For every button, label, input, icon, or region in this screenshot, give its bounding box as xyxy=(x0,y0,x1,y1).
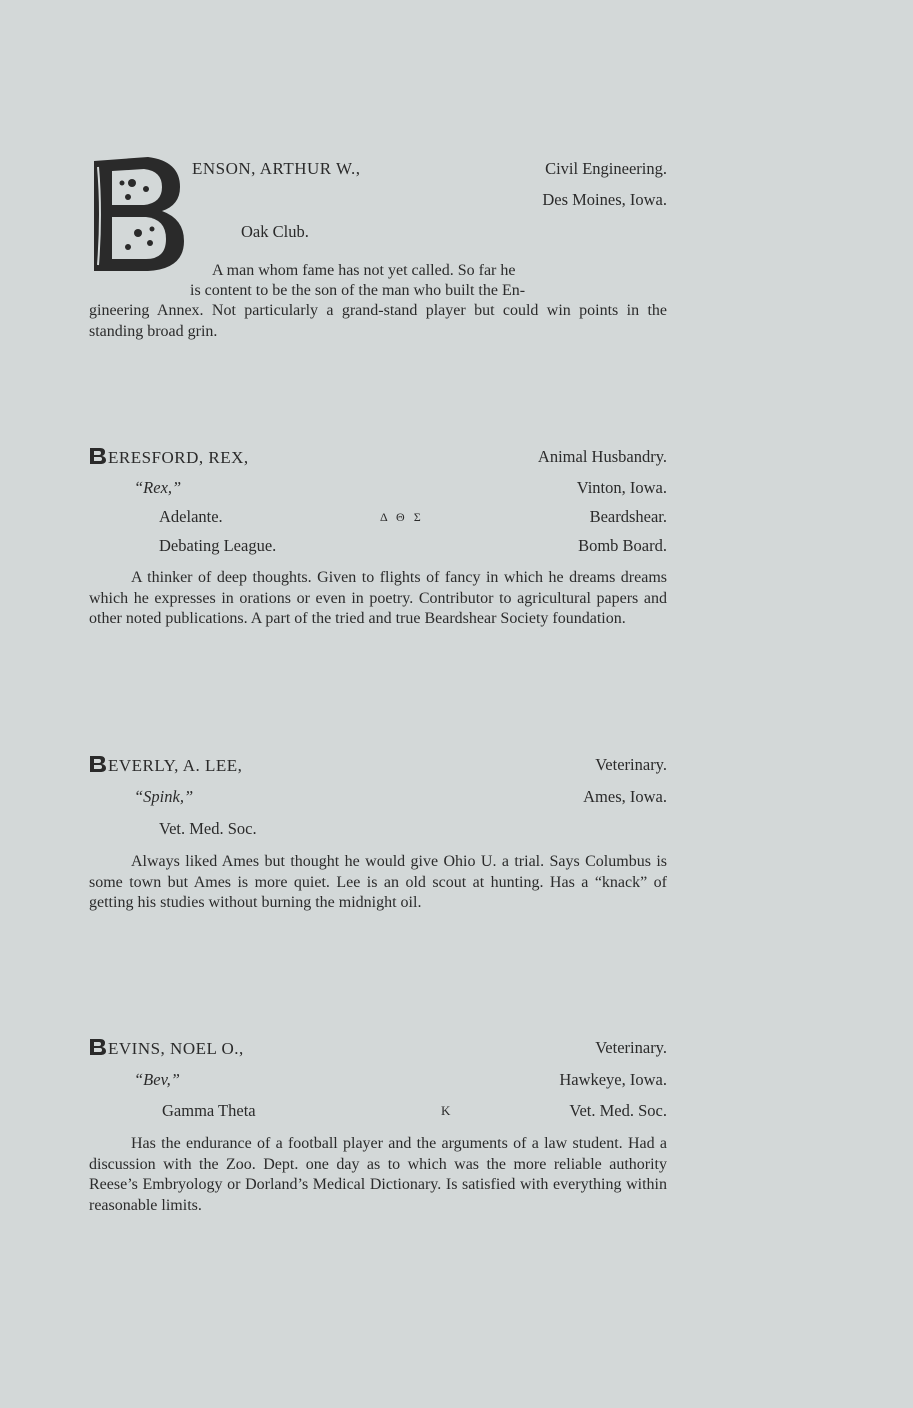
entry-heading xyxy=(89,755,242,776)
entry-society: Beardshear. xyxy=(589,507,667,526)
entry-fraternity: K xyxy=(441,1103,451,1118)
entry-hometown: Vinton, Iowa. xyxy=(576,478,667,497)
entry-nickname: “Spink,” xyxy=(134,787,194,806)
entry-name: ERESFORD, REX, xyxy=(108,448,249,467)
entry-course: Animal Husbandry. xyxy=(537,447,667,466)
ornamental-initial-b-icon xyxy=(89,1038,107,1056)
entry-hometown: Hawkeye, Iowa. xyxy=(559,1070,667,1089)
entry-name: EVERLY, A. LEE, xyxy=(108,756,243,775)
entry-bio-line1: A man whom fame has not yet called. So far he xyxy=(212,262,516,279)
entry-organization: Vet. Med. Soc. xyxy=(159,819,257,838)
entry-organization: Oak Club. xyxy=(241,222,309,241)
entry-organization: Debating League. xyxy=(159,536,277,555)
entry-nickname: “Rex,” xyxy=(134,478,182,497)
entry-course: Veterinary. xyxy=(595,755,667,774)
entry-organization: Adelante. xyxy=(159,507,223,526)
entry-bio: Always liked Ames but thought he would give Ohio U. a trial. Says Columbus is some town but Ames is more quiet. Lee is an old scout at hunting. Has a “knack” of getting his studies without burning the midnight oil. xyxy=(89,853,667,911)
entry-bio-line2: is content to be the son of the man who built the En- xyxy=(190,282,526,299)
entry-course: Veterinary. xyxy=(595,1038,667,1057)
entry-heading xyxy=(89,447,249,468)
entry-hometown: Ames, Iowa. xyxy=(583,787,667,806)
entry-course: Civil Engineering. xyxy=(545,159,667,178)
entry-organization: Gamma Theta xyxy=(162,1101,256,1120)
ornamental-initial-b-icon xyxy=(89,447,107,465)
entry-name: EVINS, NOEL O., xyxy=(108,1039,244,1058)
entry-fraternity: Δ Θ Σ xyxy=(380,510,424,524)
entry-bio: A thinker of deep thoughts. Given to flights of fancy in which he dreams dreams which he expresses in orations or even in poetry. Contributor to agricultural papers and other noted publications. A part of the tried and true Beardshear Society foundation. xyxy=(89,569,667,627)
entry-organization: Bomb Board. xyxy=(578,536,667,555)
entry-society: Vet. Med. Soc. xyxy=(569,1101,667,1120)
entry-bio: Has the endurance of a football player and the arguments of a law student. Had a discussion with the Zoo. Dept. one day as to which was the more reliable authority Reese’s Embryology or Dorland’s Medical Dictionary. Is satisfied with everything within reasonable limits. xyxy=(89,1135,667,1214)
entry-name: ENSON, ARTHUR W., xyxy=(192,159,361,178)
entry-hometown: Des Moines, Iowa. xyxy=(542,190,667,209)
entry-nickname: “Bev,” xyxy=(134,1070,180,1089)
ornamental-initial-b-icon xyxy=(89,755,107,773)
ornamental-drop-cap-b xyxy=(88,153,186,275)
entry-bio: gineering Annex. Not particularly a grand-stand player but could win points in the standing broad grin. xyxy=(89,302,667,340)
entry-heading xyxy=(89,1038,244,1059)
